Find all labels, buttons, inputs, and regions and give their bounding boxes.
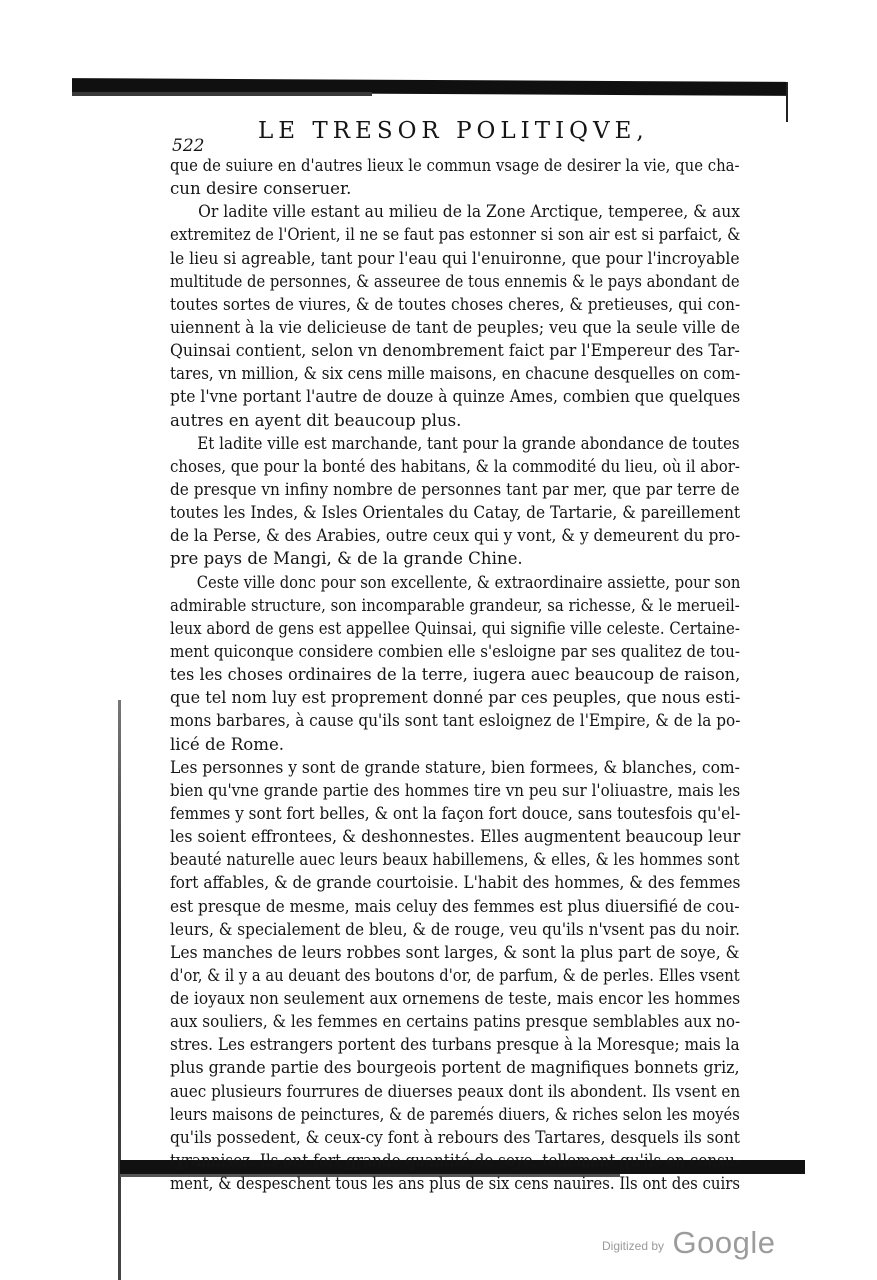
google-logo: Google	[672, 1225, 776, 1260]
text-line: Les personnes y sont de grande stature, bien formees, & blanches, com-	[170, 757, 740, 777]
text-line: ment quiconque considere combien elle s'esloigne par ses qualitez de tou-	[170, 641, 740, 661]
text-line: qu'ils possedent, & ceux-cy font à rebours des Tartares, desquels ils sont	[170, 1127, 740, 1147]
text-line: fort affables, & de grande courtoisie. L'habit des hommes, & des femmes	[170, 873, 741, 893]
running-head	[170, 118, 740, 156]
text-line: les soient effrontees, & deshonnestes. Elles augmentent beaucoup leur	[170, 827, 741, 847]
text-line: tyrannisez. Ils ont fort grande quantité de soye, tellement qu'ils en consu-	[170, 1151, 740, 1171]
text-line: multitude de personnes, & asseuree de tous ennemis & le pays abondant de	[170, 271, 740, 291]
text-line: cun desire conseruer.	[170, 179, 352, 199]
text-line: leurs, & specialement de bleu, & de rouge, veu qu'ils n'vsent pas du noir.	[170, 919, 740, 939]
text-line: toutes les Indes, & Isles Orientales du Catay, de Tartarie, & pareillement	[170, 503, 741, 523]
text-line: bien qu'vne grande partie des hommes tire vn peu sur l'oliuastre, mais les	[170, 780, 741, 800]
text-line: aux souliers, & les femmes en certains patins presque semblables aux no-	[170, 1012, 741, 1032]
running-title: LE TRESOR POLITIQVE,	[258, 118, 649, 144]
text-line: licé de Rome.	[170, 734, 285, 754]
text-line: que tel nom luy est proprement donné par ces peuples, que nous esti-	[170, 688, 741, 708]
text-line: beauté naturelle auec leurs beaux habillemens, & elles, & les hommes sont	[170, 850, 740, 870]
text-line: de ioyaux non seulement aux ornemens de teste, mais encor les hommes	[170, 989, 741, 1009]
digitized-watermark	[602, 1225, 775, 1261]
text-line: extremitez de l'Orient, il ne se faut pas estonner si son air est si parfaict, &	[170, 225, 741, 245]
text-line: choses, que pour la bonté des habitans, & la commodité du lieu, où il abor-	[170, 456, 740, 476]
text-line: tares, vn million, & six cens mille maisons, en chacune desquelles on com-	[170, 364, 741, 384]
text-line: d'or, & il y a au deuant des boutons d'or, de parfum, & de perles. Elles vsent	[170, 965, 740, 985]
text-line: tes les choses ordinaires de la terre, iugera auec beaucoup de raison,	[170, 665, 741, 685]
text-line: toutes sortes de viures, & de toutes choses cheres, & pretieuses, qui con-	[170, 294, 741, 314]
text-line: uiennent à la vie delicieuse de tant de peuples; veu que la seule ville de	[170, 317, 741, 337]
text-line: est presque de mesme, mais celuy des femmes est plus diuersifié de cou-	[170, 896, 740, 916]
scan-border-right	[786, 82, 788, 122]
book-page	[170, 118, 740, 1195]
body-text	[170, 154, 740, 1195]
text-line: autres en ayent dit beaucoup plus.	[170, 410, 462, 430]
scan-border-left	[118, 700, 121, 1280]
text-line: pre pays de Mangi, & de la grande Chine.	[170, 549, 523, 569]
text-line: que de suiure en d'autres lieux le commun vsage de desirer la vie, que cha-	[170, 156, 740, 175]
text-line: admirable structure, son incomparable grandeur, sa richesse, & le merueil-	[170, 595, 740, 615]
text-line: Ceste ville donc pour son excellente, & extraordinaire assiette, pour son	[196, 572, 741, 592]
text-line: plus grande partie des bourgeois portent de magnifiques bonnets griz,	[170, 1058, 740, 1078]
text-line: Or ladite ville estant au milieu de la Zone Arctique, temperee, & aux	[198, 202, 741, 222]
text-line: Et ladite ville est marchande, tant pour la grande abondance de toutes	[197, 433, 740, 453]
text-line: leux abord de gens est appellee Quinsai, qui signifie ville celeste. Certaine-	[170, 618, 740, 638]
text-line: ment, & despeschent tous les ans plus de six cens nauires. Ils ont des cuirs	[170, 1174, 741, 1194]
text-line: de la Perse, & des Arabies, outre ceux qui y vont, & y demeurent du pro-	[170, 526, 741, 546]
text-line: stres. Les estrangers portent des turbans presque à la Moresque; mais la	[170, 1035, 740, 1055]
text-line: femmes y sont fort belles, & ont la façon fort douce, sans toutesfois qu'el-	[170, 803, 741, 823]
text-line: Les manches de leurs robbes sont larges, & sont la plus part de soye, &	[170, 942, 740, 962]
text-line: de presque vn infiny nombre de personnes tant par mer, que par terre de	[170, 479, 740, 499]
text-line: Quinsai contient, selon vn denombrement faict par l'Empereur des Tar-	[170, 341, 740, 361]
text-line: auec plusieurs fourrures de diuerses peaux dont ils abondent. Ils vsent en	[170, 1081, 741, 1101]
text-line: le lieu si agreable, tant pour l'eau qui l'enuironne, que pour l'incroyable	[170, 248, 740, 268]
page-number: 522	[172, 136, 205, 156]
text-line: leurs maisons de peinctures, & de paremés diuers, & riches selon les moyés	[170, 1104, 740, 1124]
text-line: pte l'vne portant l'autre de douze à quinze Ames, combien que quelques	[170, 387, 741, 407]
text-line: mons barbares, à cause qu'ils sont tant esloignez de l'Empire, & de la po-	[170, 711, 741, 731]
watermark-prefix: Digitized by	[602, 1239, 665, 1253]
scan-border-top-shadow	[72, 92, 372, 96]
